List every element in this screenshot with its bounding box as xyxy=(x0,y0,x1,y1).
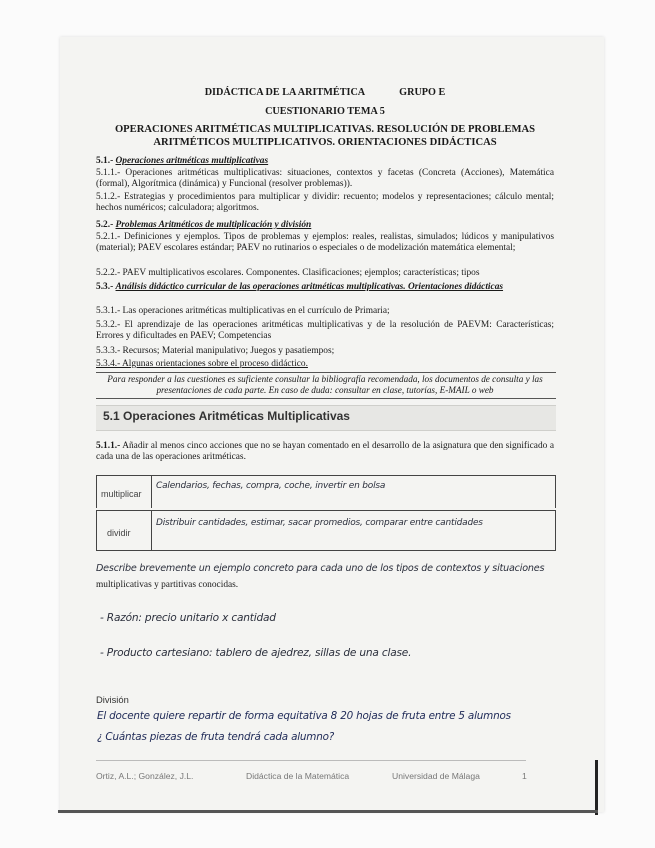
section-title: Problemas Aritméticos de multiplicación y división xyxy=(115,220,312,230)
note-rule-top xyxy=(96,372,556,373)
document-title xyxy=(96,124,554,149)
footer-university: Universidad de Málaga xyxy=(392,771,480,781)
section-number: 5.1.- xyxy=(96,156,114,166)
footer-subject: Didáctica de la Matemática xyxy=(246,771,350,781)
section-number: 5.2.- xyxy=(96,220,114,230)
row-label-cell xyxy=(96,476,152,508)
answer-division-line-2[interactable]: ¿ Cuántas piezas de fruta tendrá cada alumno? xyxy=(97,731,335,743)
handwritten-answer[interactable]: Distribuir cantidades, estimar, sacar promedios, comparar entre cantidades xyxy=(156,518,483,528)
answer-row-dividir xyxy=(96,510,556,551)
outline-item-5-1-1: 5.1.1.- Operaciones aritméticas multiplicativas: situaciones, contextos y facetas (Concreta (Acciones), Matemática (formal), Algorítmica (dinámica) y Funcional (resolver problemas)). xyxy=(96,168,554,190)
answer-row-multiplicar xyxy=(96,475,556,508)
course-title: DIDÁCTICA DE LA ARITMÉTICA xyxy=(204,87,366,98)
row-label: dividir xyxy=(107,528,131,538)
title-line-2: ARITMÉTICOS MULTIPLICATIVOS. ORIENTACIONES DIDÁCTICAS xyxy=(153,136,497,148)
paper-bottom-edge xyxy=(58,810,598,813)
table-border xyxy=(555,511,556,551)
footer-page-number: 1 xyxy=(522,771,527,781)
table-border xyxy=(96,550,556,551)
outline-item-5-1-2: 5.1.2.- Estrategias y procedimientos para multiplicar y dividir: recuento; modelos y representaciones; cálculo mental; hechos numéricos; calculadora; algoritmos. xyxy=(96,192,554,214)
section-title: Análisis didáctico curricular de las operaciones aritméticas multiplicativas. Orientaciones didácticas xyxy=(115,282,504,292)
section-band-title: 5.1 Operaciones Aritméticas Multiplicativas xyxy=(103,409,350,423)
outline-item-5-3-2: 5.3.2.- El aprendizaje de las operaciones aritméticas multiplicativas y de la resolución de PAEVM: Características; Errores y dificultades en PAEV; Competencias xyxy=(96,320,554,342)
questionnaire-title: CUESTIONARIO TEMA 5 xyxy=(265,106,385,117)
answer-producto-cartesiano[interactable]: - Producto cartesiano: tablero de ajedrez, sillas de una clase. xyxy=(100,647,412,659)
question-5-1-1 xyxy=(96,441,554,464)
outline-item-5-3-1: 5.3.1.- Las operaciones aritméticas multiplicativas en el currículo de Primaria; xyxy=(96,306,390,316)
course-header xyxy=(96,87,554,98)
note-rule-bottom xyxy=(96,398,556,399)
answer-razon[interactable]: - Razón: precio unitario x cantidad xyxy=(100,612,276,624)
section-title: Operaciones aritméticas multiplicativas xyxy=(115,156,269,166)
outline-item-5-3-3: 5.3.3.- Recursos; Material manipulativo; Juegos y pasatiempos; xyxy=(96,346,335,356)
outline-item-5-2-2: 5.2.2.- PAEV multiplicativos escolares. Componentes. Clasificaciones; ejemplos; características; tipos xyxy=(96,268,480,278)
question-number: 5.1.1.- xyxy=(96,441,121,451)
outline-section-5-3 xyxy=(96,282,554,293)
row-label: multiplicar xyxy=(101,489,142,499)
outline-item-5-3-4: 5.3.4.- Algunas orientaciones sobre el proceso didáctico. xyxy=(96,359,308,369)
paper-edge-shadow xyxy=(595,760,598,815)
division-label: División xyxy=(96,694,129,705)
row-label-cell xyxy=(96,511,152,551)
question-text: Añadir al menos cinco acciones que no se hayan comentado en el desarrollo de la asignatura que den significado a cada una de las operaciones aritméticas. xyxy=(96,441,555,463)
title-line-1: OPERACIONES ARITMÉTICAS MULTIPLICATIVAS. RESOLUCIÓN DE PROBLEMAS xyxy=(114,124,536,135)
footer-rule xyxy=(96,760,526,761)
handwritten-prompt: Describe brevemente un ejemplo concreto para cada uno de los tipos de contextos y situaciones xyxy=(96,563,545,574)
handwritten-answer[interactable]: Calendarios, fechas, compra, coche, invertir en bolsa xyxy=(156,481,386,491)
outline-section-5-2 xyxy=(96,220,554,231)
table-border xyxy=(555,476,556,508)
answer-division-line-1[interactable]: El docente quiere repartir de forma equitativa 8 20 hojas de fruta entre 5 alumnos xyxy=(97,710,511,722)
outline-item-5-2-1: 5.2.1.- Definiciones y ejemplos. Tipos de problemas y ejemplos: reales, realistas, simulados; lúdicos y manipulativos (material); PAEV escolares estándar; PAEV no rutinarios o especiales o de modelización matemática elemental; xyxy=(96,232,554,254)
footer-authors: Ortiz, A.L.; González, J.L. xyxy=(96,771,194,781)
instructions-note: Para responder a las cuestiones es suficiente consultar la bibliografía recomendada, los documentos de consulta y las presentaciones de cada parte. En caso de duda: consultar en clase, tutorías, E-MAIL o web xyxy=(107,374,543,396)
group-label: GRUPO E xyxy=(399,87,446,98)
outline-section-5-1 xyxy=(96,156,554,167)
section-number: 5.3.- xyxy=(96,282,114,292)
printed-prompt-end: multiplicativas y partitivas conocidas. xyxy=(96,580,239,590)
